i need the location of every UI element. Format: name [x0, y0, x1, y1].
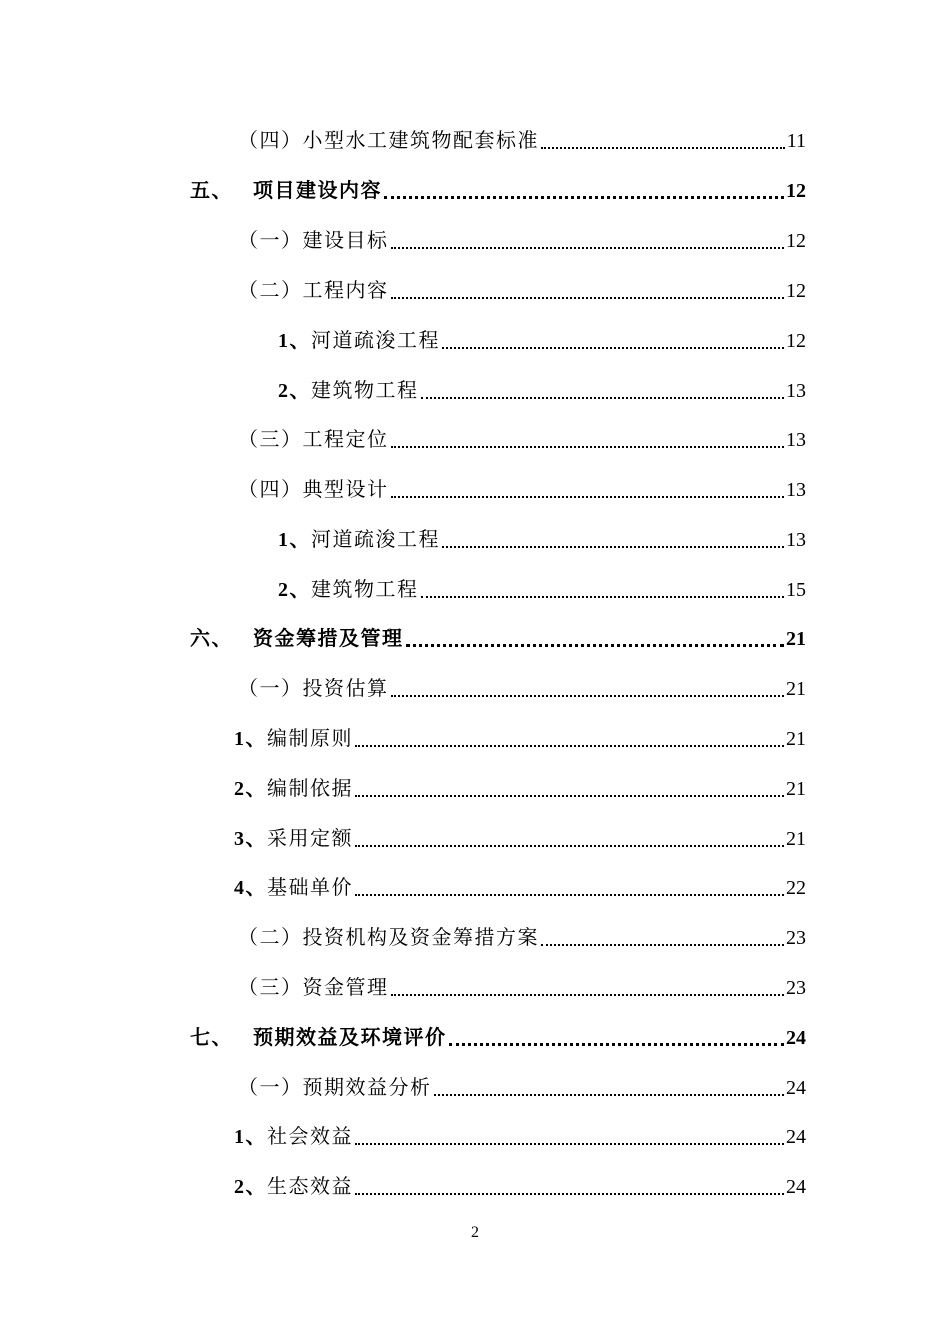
toc-entry-number: 五、 [190, 180, 233, 202]
toc-entry-text: 建筑物工程 [311, 579, 419, 601]
toc-entry-number: 七、 [190, 1027, 233, 1049]
toc-entry-title [278, 326, 440, 356]
toc-entry-text: 建筑物工程 [311, 380, 419, 402]
dot-leader [355, 845, 784, 847]
toc-entry[interactable] [238, 226, 806, 256]
toc-entry-title: （二）工程内容 [238, 280, 389, 302]
toc-entry[interactable] [238, 923, 806, 953]
dot-leader [442, 546, 784, 548]
toc-entry[interactable] [234, 824, 806, 854]
toc-entry-text: 基础单价 [267, 877, 353, 899]
dot-leader [355, 1143, 784, 1145]
toc-entry[interactable] [234, 873, 806, 903]
dot-leader [421, 596, 785, 598]
toc-entry-title [190, 624, 404, 654]
toc-entry-page: 12 [786, 330, 806, 352]
toc-entry[interactable] [238, 425, 806, 455]
toc-entry-title: （四）小型水工建筑物配套标准 [238, 130, 539, 152]
toc-entry-page: 12 [786, 230, 806, 252]
toc-entry-number: 4、 [234, 877, 267, 899]
dot-leader [391, 297, 785, 299]
toc-entry-page: 11 [786, 130, 806, 152]
toc-entry[interactable] [278, 326, 806, 356]
toc-entry-number: 2、 [234, 1176, 267, 1198]
toc-entry[interactable] [190, 1023, 806, 1053]
toc-entry-title: （一）建设目标 [238, 230, 389, 252]
dot-leader [406, 644, 785, 647]
toc-entry-page: 21 [786, 728, 806, 750]
toc-entry[interactable] [278, 575, 806, 605]
toc-entry-title [278, 525, 440, 555]
toc-entry-number: 3、 [234, 828, 267, 850]
dot-leader [355, 1193, 784, 1195]
toc-entry-text: 预期效益及环境评价 [253, 1027, 447, 1049]
toc-entry-text: 河道疏浚工程 [311, 529, 440, 551]
dot-leader [391, 695, 785, 697]
toc-entry[interactable] [234, 774, 806, 804]
toc-entry-page: 13 [786, 380, 806, 402]
toc-entry-title [278, 376, 419, 406]
toc-entry-page: 24 [786, 1027, 806, 1049]
toc-entry-title: （三）工程定位 [238, 429, 389, 451]
toc-entry-text: 项目建设内容 [253, 180, 382, 202]
toc-entry[interactable] [238, 276, 806, 306]
dot-leader [391, 446, 785, 448]
toc-entry-page: 13 [786, 479, 806, 501]
toc-entry-page: 22 [786, 877, 806, 899]
toc-entry-page: 24 [786, 1077, 806, 1099]
toc-entry-page: 13 [786, 529, 806, 551]
toc-entry[interactable] [278, 376, 806, 406]
page-number: 2 [471, 1224, 479, 1241]
toc-entry-number: 六、 [190, 628, 233, 650]
toc-entry-title: （一）预期效益分析 [238, 1077, 432, 1099]
dot-leader [442, 347, 784, 349]
toc-entry-number: 2、 [234, 778, 267, 800]
toc-entry[interactable] [238, 1073, 806, 1103]
toc-entry-page: 23 [786, 977, 806, 999]
dot-leader [434, 1094, 785, 1096]
toc-entry-title [234, 774, 353, 804]
toc-entry[interactable] [234, 1172, 806, 1202]
toc-entry-number: 1、 [234, 1126, 267, 1148]
dot-leader [391, 496, 785, 498]
toc-entry-page: 12 [786, 180, 806, 202]
toc-entry-text: 采用定额 [267, 828, 353, 850]
dot-leader [391, 994, 785, 996]
toc-entry-number: 1、 [278, 330, 311, 352]
dot-leader [384, 196, 784, 199]
toc-entry[interactable] [234, 1122, 806, 1152]
toc-entry-number: 2、 [278, 579, 311, 601]
toc-entry-title: （一）投资估算 [238, 678, 389, 700]
dot-leader [541, 147, 785, 149]
toc-entry-title: （二）投资机构及资金筹措方案 [238, 927, 539, 949]
toc-entry[interactable] [238, 475, 806, 505]
toc-entry-title [278, 575, 419, 605]
toc-entry-page: 21 [786, 778, 806, 800]
toc-entry-page: 12 [786, 280, 806, 302]
toc-entry-number: 1、 [278, 529, 311, 551]
toc-entry-text: 河道疏浚工程 [311, 330, 440, 352]
toc-entry[interactable] [238, 973, 806, 1003]
toc-entry-page: 24 [786, 1176, 806, 1198]
toc-entry-page: 21 [786, 678, 806, 700]
toc-entry-text: 资金筹措及管理 [253, 628, 404, 650]
toc-entry-text: 社会效益 [267, 1126, 353, 1148]
toc-entry-page: 21 [786, 628, 806, 650]
toc-entry-title: （三）资金管理 [238, 977, 389, 999]
dot-leader [355, 795, 784, 797]
toc-entry-title [234, 1122, 353, 1152]
toc-entry-title [234, 1172, 353, 1202]
toc-entry[interactable] [238, 126, 806, 156]
toc-entry-title [234, 873, 353, 903]
toc-entry-number: 2、 [278, 380, 311, 402]
toc-entry-title [190, 176, 382, 206]
toc-entry-title [234, 824, 353, 854]
toc-entry-page: 23 [786, 927, 806, 949]
toc-entry[interactable] [278, 525, 806, 555]
toc-entry[interactable] [190, 176, 806, 206]
toc-entry-page: 13 [786, 429, 806, 451]
toc-entry-page: 24 [786, 1126, 806, 1148]
toc-entry-title [190, 1023, 447, 1053]
toc-entry-text: 编制原则 [267, 728, 353, 750]
dot-leader [391, 247, 785, 249]
toc-entry-number: 1、 [234, 728, 267, 750]
dot-leader [355, 745, 784, 747]
toc-entry-page: 15 [786, 579, 806, 601]
toc-entry-title [234, 724, 353, 754]
toc-entry[interactable] [238, 674, 806, 704]
dot-leader [421, 397, 785, 399]
dot-leader [355, 894, 784, 896]
toc-entry[interactable] [234, 724, 806, 754]
dot-leader [449, 1043, 785, 1046]
toc-entry-page: 21 [786, 828, 806, 850]
toc-entry-title: （四）典型设计 [238, 479, 389, 501]
toc-entry-text: 编制依据 [267, 778, 353, 800]
toc-entry[interactable] [190, 624, 806, 654]
dot-leader [541, 944, 784, 946]
toc-entry-text: 生态效益 [267, 1176, 353, 1198]
